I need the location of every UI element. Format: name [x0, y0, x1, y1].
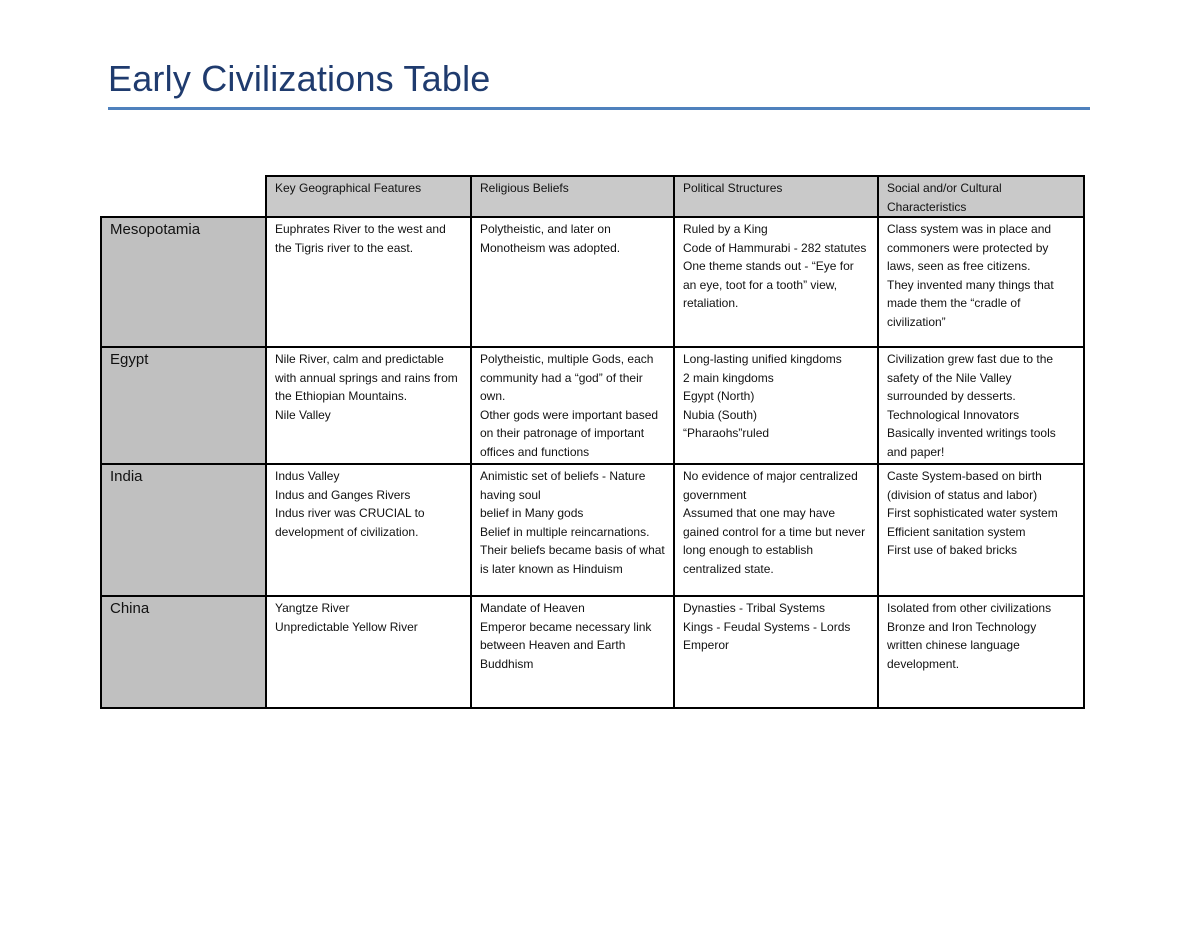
cell-line: Nile Valley — [275, 407, 331, 422]
header-geography: Key Geographical Features — [266, 176, 471, 217]
header-corner-cell — [101, 176, 266, 217]
cell-social — [878, 347, 1084, 464]
cell-line: Code of Hammurabi - 282 statutes — [683, 240, 867, 255]
table-row — [101, 464, 1084, 596]
row-label-mesopotamia: Mesopotamia — [101, 217, 266, 347]
row-label-india: India — [101, 464, 266, 596]
cell-politics — [674, 464, 878, 596]
cell-religion — [471, 596, 674, 708]
cell-geography — [266, 596, 471, 708]
cell-social — [878, 217, 1084, 347]
cell-line: Egypt (North) — [683, 389, 755, 403]
cell-line: Dynasties - Tribal Systems — [683, 601, 826, 615]
cell-politics — [674, 347, 878, 464]
table-row — [101, 347, 1084, 464]
cell-line: Buddhism — [480, 656, 534, 671]
cell-line: Long-lasting unified kingdoms — [683, 352, 842, 366]
cell-politics — [674, 596, 878, 708]
cell-line: Technological Innovators — [887, 407, 1020, 422]
cell-line: Civilization grew fast due to the safety of the Nile Valley surrounded by desserts. — [887, 352, 1054, 403]
cell-line: Ruled by a King — [683, 222, 768, 236]
cell-line: Euphrates River to the west and the Tigris river to the east. — [275, 222, 446, 255]
cell-line: Emperor became necessary link between Heaven and Earth — [480, 619, 652, 652]
cell-line: Indus river was CRUCIAL to development of civilization. — [275, 506, 425, 539]
cell-line: Caste System-based on birth (division of status and labor) — [887, 469, 1042, 502]
cell-religion — [471, 217, 674, 347]
cell-line: Mandate of Heaven — [480, 601, 585, 615]
cell-line: Indus Valley — [275, 469, 340, 483]
cell-line: Animistic set of beliefs - Nature having soul — [480, 469, 646, 502]
cell-line: Class system was in place and commoners were protected by laws, seen as free citizens. — [887, 222, 1052, 273]
cell-line: Indus and Ganges Rivers — [275, 487, 411, 502]
cell-line: 2 main kingdoms — [683, 370, 774, 385]
cell-line: Other gods were important based on their patronage of important offices and functions — [480, 407, 659, 459]
cell-line: written chinese language development. — [887, 638, 1020, 671]
cell-geography — [266, 217, 471, 347]
cell-line: belief in Many gods — [480, 506, 584, 520]
cell-line: Nile River, calm and predictable with annual springs and rains from the Ethiopian Mountains. — [275, 352, 458, 403]
cell-line: One theme stands out - “Eye for an eye, toot for a tooth” view, retaliation. — [683, 259, 854, 310]
cell-social — [878, 464, 1084, 596]
cell-line: Basically invented writings tools and paper! — [887, 426, 1056, 459]
cell-line: Isolated from other civilizations — [887, 601, 1052, 615]
cell-line: Nubia (South) — [683, 407, 758, 422]
civilizations-table — [100, 175, 1085, 709]
cell-line: Kings - Feudal Systems - Lords — [683, 619, 851, 634]
table-header-row — [101, 176, 1084, 217]
cell-line: No evidence of major centralized government — [683, 469, 858, 502]
cell-line: Polytheistic, and later on Monotheism was adopted. — [480, 222, 621, 255]
row-label-egypt: Egypt — [101, 347, 266, 464]
cell-line: Bronze and Iron Technology — [887, 619, 1037, 634]
cell-religion — [471, 347, 674, 464]
cell-line: “Pharaohs”ruled — [683, 426, 770, 440]
cell-geography — [266, 347, 471, 464]
page-title: Early Civilizations Table — [108, 58, 491, 99]
cell-line: Emperor — [683, 638, 730, 652]
title-divider — [108, 107, 1090, 110]
cell-line: First use of baked bricks — [887, 543, 1018, 557]
cell-line: Efficient sanitation system — [887, 524, 1026, 539]
cell-geography — [266, 464, 471, 596]
cell-line: Belief in multiple reincarnations. — [480, 524, 650, 539]
header-religion: Religious Beliefs — [471, 176, 674, 217]
cell-line: Yangtze River — [275, 601, 350, 615]
cell-line: Unpredictable Yellow River — [275, 619, 418, 634]
cell-social — [878, 596, 1084, 708]
row-label-china: China — [101, 596, 266, 708]
cell-line: Their beliefs became basis of what is later known as Hinduism — [480, 543, 665, 576]
cell-line: Polytheistic, multiple Gods, each community had a “god” of their own. — [480, 352, 654, 403]
cell-line: First sophisticated water system — [887, 506, 1058, 520]
cell-line: They invented many things that made them the “cradle of civilization” — [887, 277, 1054, 329]
cell-line: Assumed that one may have gained control for a time but never long enough to establish centralized state. — [683, 506, 866, 576]
table-row — [101, 217, 1084, 347]
header-politics: Political Structures — [674, 176, 878, 217]
cell-religion — [471, 464, 674, 596]
header-social: Social and/or Cultural Characteristics — [878, 176, 1084, 217]
cell-politics — [674, 217, 878, 347]
table-row — [101, 596, 1084, 708]
